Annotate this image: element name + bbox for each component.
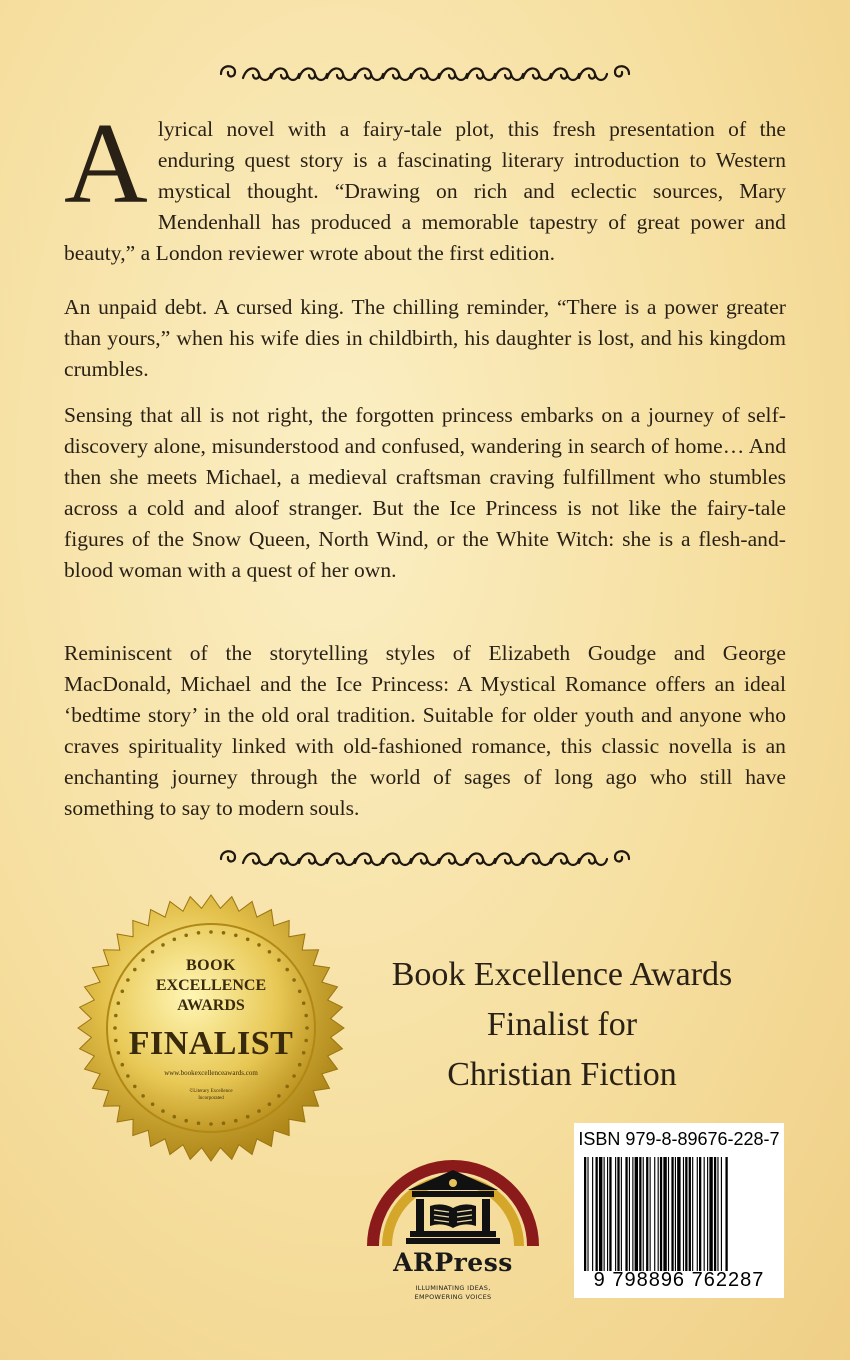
seal-line-awards: AWARDS — [177, 997, 245, 1014]
award-caption — [362, 950, 762, 1100]
seal-finalist: FINALIST — [128, 1025, 294, 1062]
seal-copyright-2: Incorporated — [198, 1096, 224, 1101]
scroll-flourish-icon — [215, 60, 635, 88]
award-line-1: Book Excellence Awards — [391, 956, 733, 993]
blurb-paragraph-1 — [64, 100, 786, 269]
seal-line-excellence: EXCELLENCE — [155, 977, 267, 994]
drop-cap: A — [64, 100, 148, 228]
barcode-digits: 9 798896 762287 — [593, 1269, 765, 1291]
award-line-3: Christian Fiction — [447, 1056, 677, 1093]
seal-line-book: BOOK — [185, 957, 236, 974]
scroll-flourish-icon — [215, 845, 635, 873]
publisher-tagline-1: ILLUMINATING IDEAS, — [415, 1284, 491, 1292]
seal-url: www.bookexcellenceawards.com — [164, 1069, 258, 1077]
award-seal — [76, 893, 346, 1163]
award-line-2: Finalist for — [486, 1006, 638, 1043]
isbn-label: ISBN 979-8-89676-228-7 — [578, 1129, 780, 1149]
publisher-name: ARPress — [393, 1248, 513, 1277]
blurb-paragraph-2: An unpaid debt. A cursed king. The chilling reminder, “There is a power greater than yours,” when his wife dies in childbirth, his daughter is lost, and his kingdom crumbles. — [64, 295, 786, 381]
blurb-paragraph-4: Reminiscent of the storytelling styles of Elizabeth Goudge and George MacDonald, Michael and the Ice Princess: A Mystical Romance offers an ideal ‘bedtime story’ in the old oral tradition. Suitable for older youth and anyone who craves spirituality linked with old-fashioned romance, this classic novella is an enchanting journey through the world of sages of long ago who still have something to say to modern souls. — [64, 641, 786, 820]
open-book-icon — [430, 1204, 476, 1228]
blurb-paragraph-1-text: lyrical novel with a fairy-tale plot, this fresh presentation of the enduring quest story is a fascinating literary introduction to Western mystical thought. “Drawing on rich and eclectic sources, Mary Mendenhall has produced a memorable tapestry of great power and beauty,” a London reviewer wrote about the first edition. — [64, 117, 786, 265]
publisher-tagline-2: EMPOWERING VOICES — [414, 1293, 492, 1301]
publisher-logo — [358, 1128, 548, 1308]
library-building-icon — [358, 1128, 548, 1253]
isbn-barcode — [574, 1123, 784, 1298]
barcode-bars — [582, 1157, 776, 1271]
seal-copyright: ©Literary Excellence — [189, 1089, 233, 1094]
blurb-paragraph-3: Sensing that all is not right, the forgotten princess embarks on a journey of self-discovery alone, misunderstood and confused, wandering in search of home… And then she meets Michael, a medieval craftsman craving fulfillment who stumbles across a cold and aloof stranger. But the Ice Princess is not like the fairy-tale figures of the Snow Queen, North Wind, or the White Witch: she is a flesh-and-blood woman with a quest of her own. — [64, 403, 786, 582]
